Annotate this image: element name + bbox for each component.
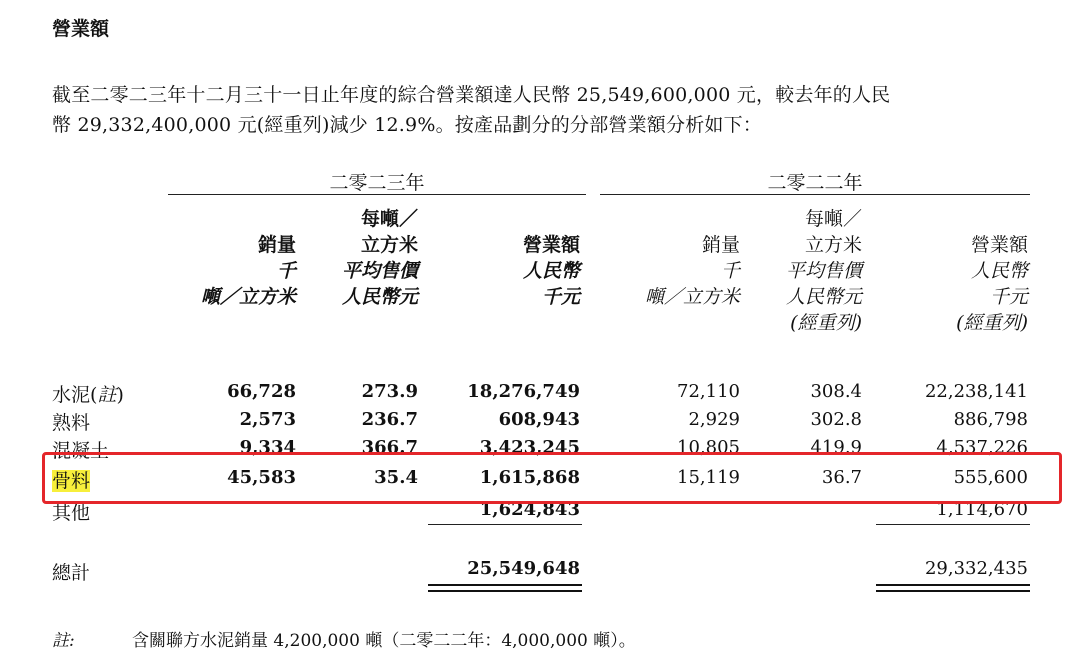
- cell-concrete-price-2023: 366.7: [361, 437, 418, 458]
- cell-concrete-revenue-2022: 4,537,226: [936, 437, 1028, 458]
- cell-others-revenue-2023: 1,624,843: [479, 499, 580, 520]
- cell-clinker-volume-2023: 2,573: [239, 409, 296, 430]
- cell-cement-price-2023: 273.9: [361, 381, 418, 402]
- cell-aggregates-price-2023: 35.4: [374, 467, 418, 488]
- cell-others-revenue-2022: 1,114,670: [936, 499, 1028, 520]
- paragraph-line-2: 幣 29,332,400,000 元(經重列)減少 12.9%。按產品劃分的分部營業額分析如下：: [52, 114, 762, 136]
- cell-cement-volume-2023: 66,728: [227, 381, 296, 402]
- cell-aggregates-volume-2023: 45,583: [227, 467, 296, 488]
- cell-aggregates-revenue-2022: 555,600: [953, 467, 1028, 488]
- row-label-clinker: 熟料: [52, 412, 91, 434]
- cell-aggregates-volume-2022: 15,119: [677, 467, 740, 488]
- subtotal-rule-2023: [428, 524, 582, 525]
- footnote-key: 註:: [52, 631, 75, 651]
- footnote-text: 含關聯方水泥銷量 4,200,000 噸（二零二二年：4,000,000 噸）。: [132, 631, 636, 651]
- cell-aggregates-revenue-2023: 1,615,868: [479, 467, 580, 488]
- total-double-rule-2023: [428, 584, 582, 592]
- year-2023-underline: [168, 194, 586, 195]
- cell-cement-revenue-2022: 22,238,141: [924, 381, 1028, 402]
- year-2022-header: 二零二二年: [767, 172, 863, 194]
- cell-concrete-volume-2022: 10,805: [677, 437, 740, 458]
- row-label-total: 總計: [52, 562, 91, 584]
- highlighted-label: 骨料: [52, 470, 91, 492]
- callout-box: [42, 452, 1062, 504]
- cell-cement-price-2022: 308.4: [810, 381, 862, 402]
- cell-clinker-price-2023: 236.7: [361, 409, 418, 430]
- cell-cement-revenue-2023: 18,276,749: [467, 381, 580, 402]
- note-ref: 註: [97, 384, 117, 406]
- cell-concrete-price-2022: 419.9: [810, 437, 862, 458]
- header-2022-sales-volume: 銷量 千 噸／立方米: [644, 234, 740, 308]
- header-2022-avg-price: 每噸／ 立方米 平均售價 人民幣元 (經重列): [785, 208, 862, 334]
- cell-clinker-revenue-2022: 886,798: [953, 409, 1028, 430]
- paragraph-line-1: 截至二零二三年十二月三十一日止年度的綜合營業額達人民幣 25,549,600,000 元，較去年的人民: [52, 84, 891, 106]
- header-2022-revenue: 營業額 人民幣 千元 (經重列): [956, 234, 1028, 334]
- cell-clinker-price-2022: 302.8: [810, 409, 862, 430]
- cell-clinker-revenue-2023: 608,943: [498, 409, 580, 430]
- header-2023-sales-volume: 銷量 千 噸／立方米: [200, 234, 296, 308]
- cell-total-revenue-2022: 29,332,435: [924, 558, 1028, 579]
- cell-aggregates-price-2022: 36.7: [821, 467, 862, 488]
- cell-clinker-volume-2022: 2,929: [688, 409, 740, 430]
- section-title: 營業額: [52, 18, 110, 40]
- header-2023-revenue: 營業額 人民幣 千元: [522, 234, 580, 308]
- cell-concrete-revenue-2023: 3,423,245: [479, 437, 580, 458]
- cell-total-revenue-2023: 25,549,648: [467, 558, 580, 579]
- row-label-others: 其他: [52, 502, 91, 524]
- cell-concrete-volume-2023: 9,334: [239, 437, 296, 458]
- subtotal-rule-2022: [876, 524, 1030, 525]
- row-label-cement: 水泥(註): [52, 384, 124, 406]
- year-2022-underline: [600, 194, 1030, 195]
- header-2023-avg-price: 每噸／ 立方米 平均售價 人民幣元: [341, 208, 418, 308]
- year-2023-header: 二零二三年: [329, 172, 425, 194]
- total-double-rule-2022: [876, 584, 1030, 592]
- cell-cement-volume-2022: 72,110: [677, 381, 740, 402]
- row-label-concrete: 混凝土: [52, 440, 110, 462]
